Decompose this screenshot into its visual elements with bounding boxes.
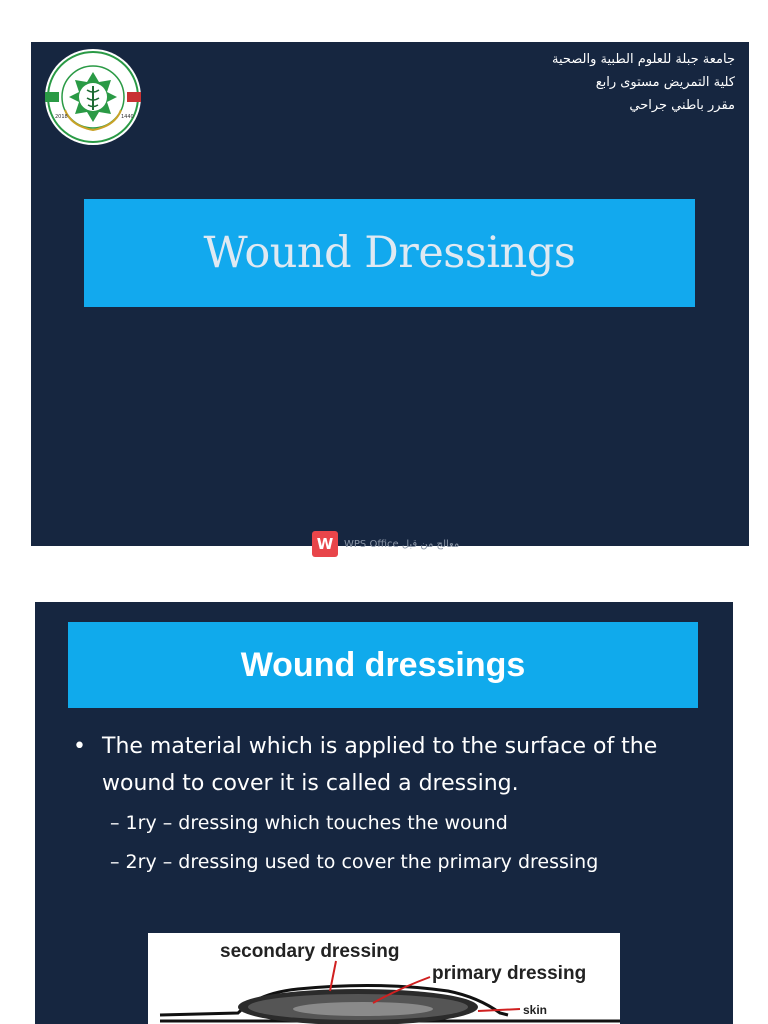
slide-title: Wound Dressings [203, 228, 576, 278]
university-seal-icon [41, 48, 145, 146]
skin-label: skin [523, 1003, 548, 1017]
university-logo [41, 48, 145, 146]
wps-watermark-text: WPS Office معالج من قبل [344, 538, 460, 550]
logo-year-left: 2018 [55, 114, 68, 120]
title-slide [31, 42, 749, 546]
faculty-level: كلية التمريض مستوى رابع [595, 75, 735, 90]
dressing-diagram [148, 933, 620, 1024]
bullet-point [73, 728, 703, 802]
course-name: مقرر باطني جراحي [629, 98, 735, 113]
header-banner [68, 622, 698, 708]
bullet-marker: • [73, 734, 86, 759]
university-name: جامعة جبلة للعلوم الطبية والصحية [551, 52, 735, 67]
primary-dressing-label: primary dressing [432, 963, 587, 984]
wps-watermark [312, 531, 459, 557]
logo-year-right: 1440 [121, 114, 134, 120]
wps-logo-icon: W [312, 531, 338, 557]
bullet-text: The material which is applied to the surface of the wound to cover it is called a dressing. [102, 734, 658, 796]
content-slide [35, 602, 733, 1024]
university-header-text [415, 48, 735, 117]
slide-heading: Wound dressings [240, 645, 526, 684]
secondary-dressing-label: secondary dressing [220, 941, 400, 962]
title-banner [84, 199, 695, 307]
sub-item-secondary: – 2ry – dressing used to cover the primary dressing [110, 851, 599, 873]
sub-item-primary: – 1ry – dressing which touches the wound [110, 812, 508, 834]
